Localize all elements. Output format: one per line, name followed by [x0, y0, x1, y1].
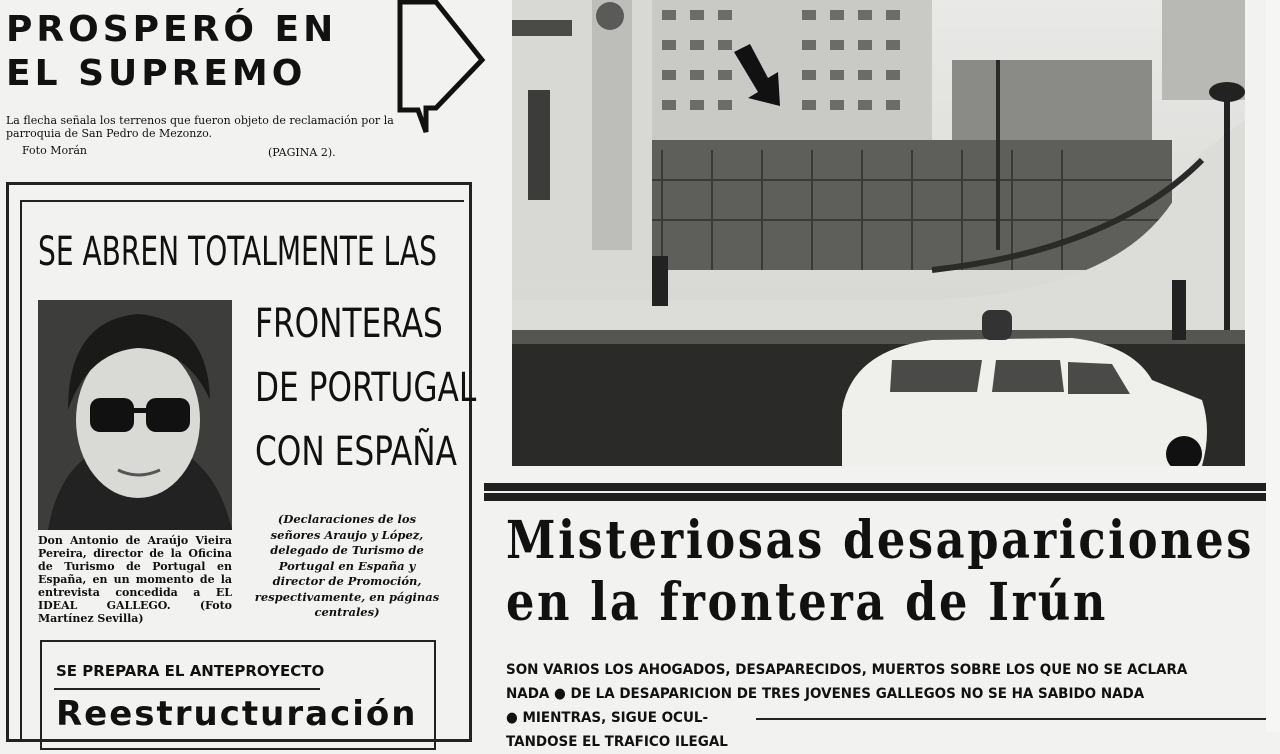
pointer-arrow-icon: [396, 0, 488, 140]
top-photo-caption: La flecha señala los terrenos que fueron objeto de reclamación por la parroquia de San Pedro de Mezonzo.: [6, 114, 394, 140]
irun-sub-line4: TANDOSE EL TRAFICO ILEGAL: [506, 734, 728, 750]
top-headline: [6, 8, 386, 96]
street-photo: [512, 0, 1245, 466]
frontera-headline-line2: FRONTERAS: [255, 301, 443, 347]
frontera-headline-line3: DE PORTUGAL: [255, 365, 477, 411]
section-divider: [484, 483, 1266, 501]
irun-headline-line1: Misteriosas desapariciones: [506, 510, 1254, 571]
frontera-headline: [255, 292, 477, 484]
irun-headline-line2: en la frontera de Irún: [506, 572, 1108, 633]
kicker-underline: [54, 688, 320, 690]
irun-sub-line2: NADA ● DE LA DESAPARICION DE TRES JOVENES GALLEGOS NO SE HA SABIDO NADA: [506, 686, 1145, 702]
frontera-headline-line1: SE ABREN TOTALMENTE LAS: [38, 229, 437, 275]
irun-side-box: [756, 718, 1268, 750]
page-edge: [1266, 0, 1280, 732]
top-headline-line2: EL SUPREMO: [6, 53, 307, 94]
irun-sub-line1: SON VARIOS LOS AHOGADOS, DESAPARECIDOS, MUERTOS SOBRE LOS QUE NO SE ACLARA: [506, 662, 1188, 678]
declaraciones-note: (Declaraciones de los señores Araujo y López, delegado de Turismo de Portugal en España y director de Promoción, respectivamente, en páginas centrales): [254, 512, 440, 619]
top-headline-line1: PROSPERÓ EN: [6, 9, 338, 50]
frontera-headline-line4: CON ESPAÑA: [255, 429, 457, 475]
photo-credit: Foto Morán: [22, 144, 87, 157]
sub-story-headline: Reestructuración: [56, 694, 418, 734]
irun-sub-line3: ● MIENTRAS, SIGUE OCUL-: [506, 710, 709, 726]
page-reference: (PAGINA 2).: [268, 146, 336, 159]
irun-headline: [506, 510, 1266, 634]
portrait-photo: [38, 300, 232, 530]
sub-story-kicker: SE PREPARA EL ANTEPROYECTO: [56, 662, 325, 680]
portrait-caption: Don Antonio de Araújo Vieira Pereira, director de la Oficina de Turismo de Portugal en España, en un momento de la entrevista concedida a EL IDEAL GALLEGO. (Foto Martínez Sevilla): [38, 534, 232, 625]
